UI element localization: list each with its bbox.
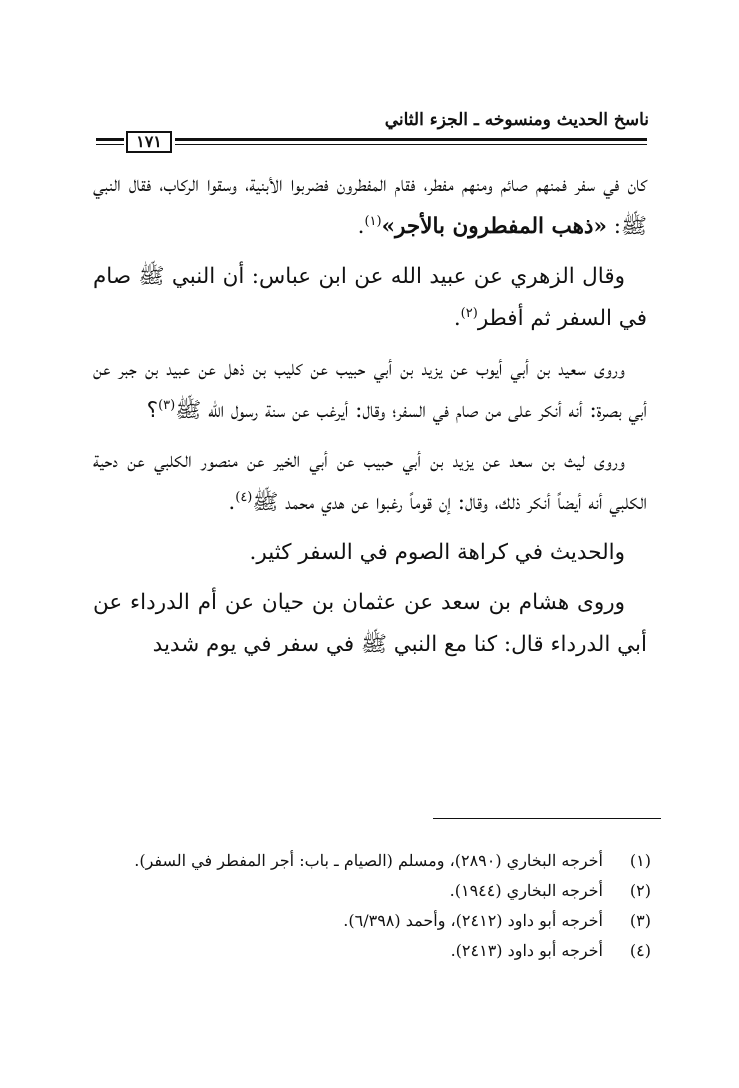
hadith-quote: «ذهب المفطرون بالأجر» xyxy=(381,214,607,239)
footnote-text: أخرجه البخاري (١٩٤٤). xyxy=(449,881,603,900)
footnote-ref: (٤) xyxy=(235,489,253,505)
main-text xyxy=(93,164,647,674)
paragraph xyxy=(93,532,647,574)
paragraph xyxy=(93,164,647,248)
paragraph-text: كان في سفر فمنهم صائم ومنهم مفطر، فقام المفطرون فضربوا الأبنية، وسقوا الركاب، فقال النبي ﷺ: xyxy=(93,172,647,239)
paragraph-text: . xyxy=(228,490,236,515)
footnote-ref: (٣) xyxy=(158,397,176,413)
page-number: ١٧١ xyxy=(126,131,172,153)
footnote-number: (١) xyxy=(629,851,651,870)
footnote-number: (٢) xyxy=(629,881,651,900)
footnote xyxy=(93,936,651,966)
paragraph-text: . xyxy=(357,214,365,239)
footnotes xyxy=(93,846,651,966)
footnote-number: (٤) xyxy=(629,941,651,960)
footnote-text: أخرجه أبو داود (٢٤١٢)، وأحمد (٦/٣٩٨). xyxy=(343,911,603,930)
paragraph xyxy=(93,582,647,666)
running-title: ناسخ الحديث ومنسوخه ـ الجزء الثاني xyxy=(384,110,649,130)
paragraph xyxy=(93,256,647,340)
paragraph xyxy=(93,348,647,432)
paragraph-text: ؟ xyxy=(146,398,159,423)
paragraph-text: . xyxy=(453,306,461,331)
footnote xyxy=(93,906,651,936)
footnote-number: (٣) xyxy=(629,911,651,930)
paragraph xyxy=(93,440,647,524)
footnote-separator xyxy=(433,818,661,819)
paragraph-text: وروى هشام بن سعد عن عثمان بن حيان عن أم الدرداء عن أبي الدرداء قال: كنا مع النبي ﷺ في سفر في يوم شديد xyxy=(93,590,647,657)
footnote-ref: (١) xyxy=(364,213,382,229)
footnote xyxy=(93,846,651,876)
paragraph-text: وروى ليث بن سعد عن يزيد بن أبي حبيب عن أبي الخير عن منصور الكلبي عن دحية الكلبي أنه أيضاً أنكر ذلك، وقال: إن قوماً رغبوا عن هدي محمد ﷺ xyxy=(93,448,647,515)
paragraph-text: والحديث في كراهة الصوم في السفر كثير. xyxy=(249,540,625,565)
header-rule-left xyxy=(96,138,124,145)
footnote xyxy=(93,876,651,906)
paragraph-text: وقال الزهري عن عبيد الله عن ابن عباس: أن النبي ﷺ صام في السفر ثم أفطر xyxy=(93,264,647,331)
footnote-text: أخرجه أبو داود (٢٤١٣). xyxy=(450,941,603,960)
header-rule xyxy=(175,138,647,145)
paragraph-text: وروى سعيد بن أبي أيوب عن يزيد بن أبي حبيب عن كليب بن ذهل عن عبيد بن جبر عن أبي بصرة: أنه أنكر على من صام في السفر؛ وقال: أيرغب عن سنة رسول الله ﷺ xyxy=(93,356,647,423)
footnote-ref: (٢) xyxy=(460,305,478,321)
footnote-text: أخرجه البخاري (٢٨٩٠)، ومسلم (الصيام ـ باب: أجر المفطر في السفر). xyxy=(134,851,603,870)
